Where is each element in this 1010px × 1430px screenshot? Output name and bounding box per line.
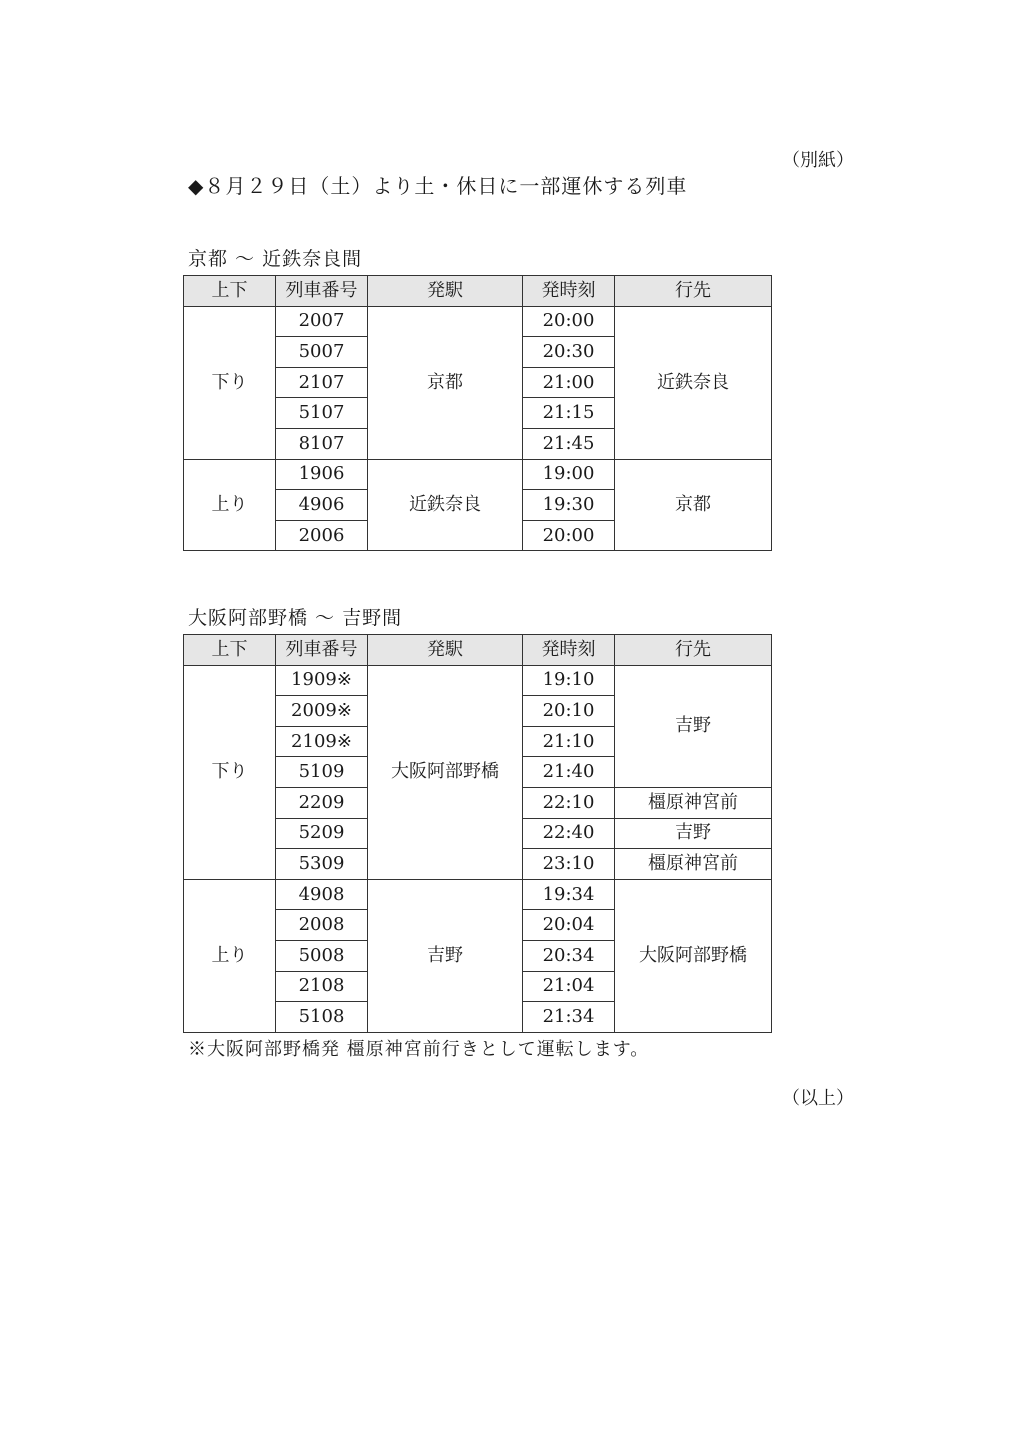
page-title: ◆８月２９日（土）より土・休日に一部運休する列車	[188, 174, 688, 198]
departure-time: 21:04	[523, 971, 615, 1002]
header-origin: 発駅	[368, 276, 523, 307]
header-destination: 行先	[615, 276, 772, 307]
train-number: 2009※	[276, 696, 368, 727]
destination-cell: 京都	[615, 459, 772, 551]
section-title-kyoto-nara: 京都 〜 近鉄奈良間	[188, 248, 363, 270]
origin-cell: 近鉄奈良	[368, 459, 523, 551]
train-number: 5309	[276, 849, 368, 880]
header-origin: 発駅	[368, 635, 523, 666]
train-number: 5107	[276, 398, 368, 429]
train-number: 2007	[276, 306, 368, 337]
table-header-row	[184, 635, 772, 666]
train-number: 2008	[276, 910, 368, 941]
train-number: 5008	[276, 940, 368, 971]
end-note: （以上）	[782, 1088, 854, 1109]
table-row	[184, 665, 772, 696]
departure-time: 20:04	[523, 910, 615, 941]
origin-cell: 京都	[368, 306, 523, 459]
departure-time: 20:30	[523, 337, 615, 368]
direction-cell: 上り	[184, 879, 276, 1032]
departure-time: 20:34	[523, 940, 615, 971]
destination-cell: 橿原神宮前	[615, 849, 772, 880]
table-row	[184, 306, 772, 337]
origin-cell: 吉野	[368, 879, 523, 1032]
train-number: 4906	[276, 490, 368, 521]
departure-time: 19:00	[523, 459, 615, 490]
footnote: ※大阪阿部野橋発 橿原神宮前行きとして運転します。	[188, 1039, 650, 1060]
train-number: 4908	[276, 879, 368, 910]
header-destination: 行先	[615, 635, 772, 666]
departure-time: 21:10	[523, 726, 615, 757]
train-number: 5108	[276, 1002, 368, 1033]
timetable-kyoto-nara	[183, 275, 772, 551]
train-number: 5209	[276, 818, 368, 849]
train-number: 2006	[276, 520, 368, 551]
direction-cell: 下り	[184, 665, 276, 879]
table-row	[184, 459, 772, 490]
departure-time: 20:00	[523, 306, 615, 337]
destination-cell: 橿原神宮前	[615, 787, 772, 818]
origin-cell: 大阪阿部野橋	[368, 665, 523, 879]
header-train-number: 列車番号	[276, 635, 368, 666]
train-number: 2109※	[276, 726, 368, 757]
departure-time: 19:34	[523, 879, 615, 910]
train-number: 5007	[276, 337, 368, 368]
header-direction: 上下	[184, 276, 276, 307]
departure-time: 19:10	[523, 665, 615, 696]
departure-time: 19:30	[523, 490, 615, 521]
train-number: 2107	[276, 367, 368, 398]
departure-time: 20:00	[523, 520, 615, 551]
destination-cell: 吉野	[615, 818, 772, 849]
train-number: 2209	[276, 787, 368, 818]
timetable-abenobashi-yoshino	[183, 634, 772, 1033]
train-number: 8107	[276, 428, 368, 459]
header-departure-time: 発時刻	[523, 635, 615, 666]
departure-time: 21:40	[523, 757, 615, 788]
destination-cell: 吉野	[615, 665, 772, 787]
departure-time: 21:45	[523, 428, 615, 459]
table-header-row	[184, 276, 772, 307]
train-number: 5109	[276, 757, 368, 788]
destination-cell: 近鉄奈良	[615, 306, 772, 459]
section-title-abenobashi-yoshino: 大阪阿部野橋 〜 吉野間	[188, 607, 403, 629]
departure-time: 22:10	[523, 787, 615, 818]
departure-time: 21:15	[523, 398, 615, 429]
train-number: 2108	[276, 971, 368, 1002]
train-number: 1909※	[276, 665, 368, 696]
departure-time: 20:10	[523, 696, 615, 727]
departure-time: 22:40	[523, 818, 615, 849]
train-number: 1906	[276, 459, 368, 490]
departure-time: 21:00	[523, 367, 615, 398]
attachment-note: （別紙）	[782, 150, 854, 171]
direction-cell: 上り	[184, 459, 276, 551]
departure-time: 21:34	[523, 1002, 615, 1033]
table-row	[184, 879, 772, 910]
direction-cell: 下り	[184, 306, 276, 459]
header-train-number: 列車番号	[276, 276, 368, 307]
header-departure-time: 発時刻	[523, 276, 615, 307]
destination-cell: 大阪阿部野橋	[615, 879, 772, 1032]
header-direction: 上下	[184, 635, 276, 666]
departure-time: 23:10	[523, 849, 615, 880]
